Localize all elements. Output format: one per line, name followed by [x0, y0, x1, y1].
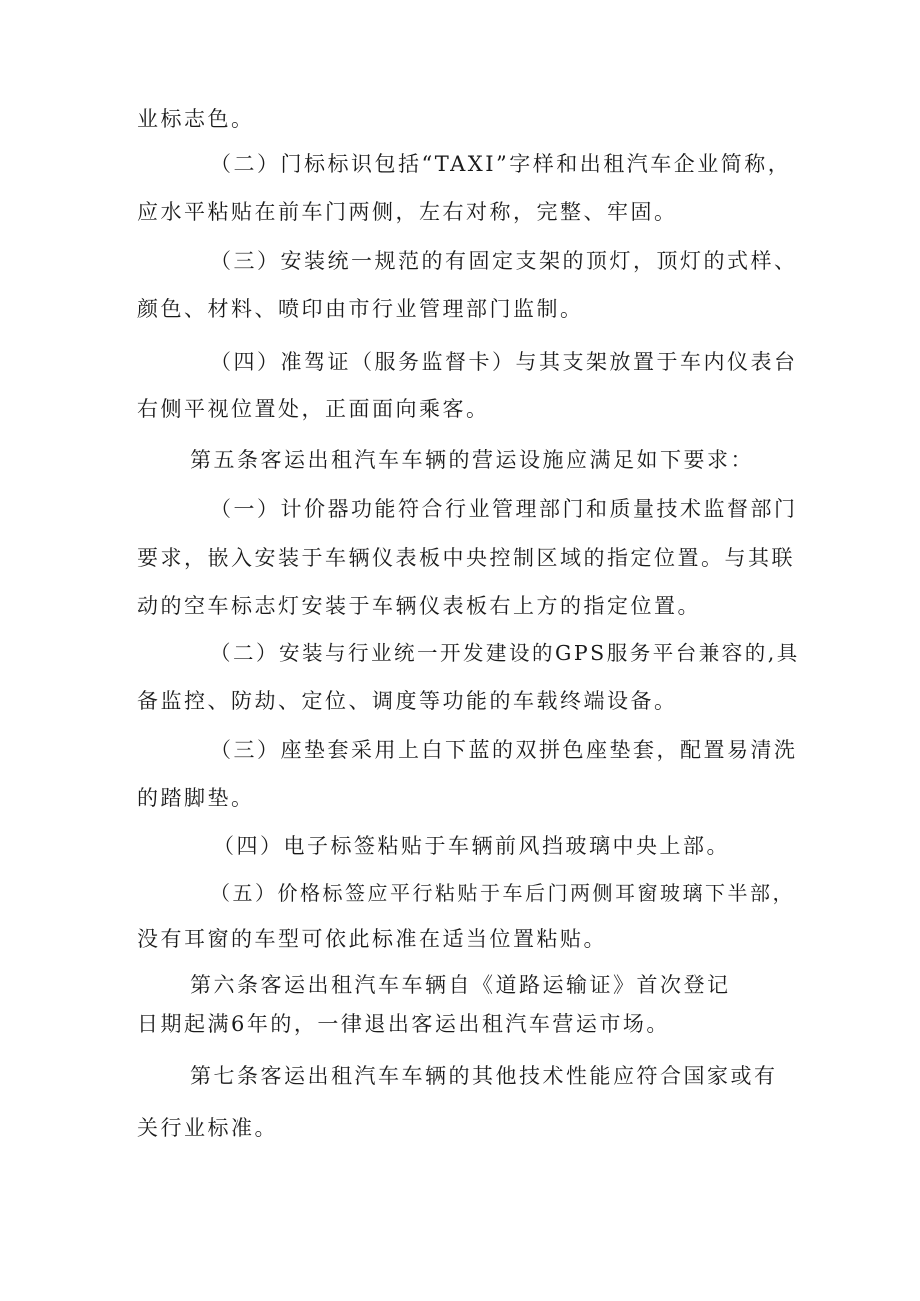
text-line: 关行业标准。	[137, 1116, 278, 1140]
text-line: 第七条客运出租汽车车辆的其他技术性能应符合国家或有	[190, 1064, 778, 1088]
text-line: （二）安装与行业统一开发建设的GPS服务平台兼容的,具	[210, 641, 800, 665]
text-line: （四）电子标签粘贴于车辆前风挡玻璃中央上部。	[213, 834, 730, 858]
text-line: （一）计价器功能符合行业管理部门和质量技术监督部门	[210, 497, 798, 521]
text-line: （四）准驾证（服务监督卡）与其支架放置于车内仪表台	[210, 350, 798, 374]
text-line: （三）安装统一规范的有固定支架的顶灯，顶灯的式样、	[210, 249, 798, 273]
text-line: 日期起满6年的，一律退出客运出租汽车营运市场。	[137, 1012, 670, 1036]
text-line: （五）价格标签应平行粘贴于车后门两侧耳窗玻璃下半部，	[210, 881, 795, 905]
text-line: （三）座垫套采用上白下蓝的双拼色座垫套，配置易清洗	[210, 738, 798, 762]
text-line: 颜色、材料、喷印由市行业管理部门监制。	[137, 297, 584, 321]
text-line: （二）门标标识包括“TAXI”字样和出租汽车企业简称，	[210, 152, 792, 176]
text-line: 第六条客运出租汽车车辆自《道路运输证》首次登记	[190, 973, 731, 997]
text-line: 要求，嵌入安装于车辆仪表板中央控制区域的指定位置。与其联	[137, 546, 795, 570]
text-line: 备监控、防劫、定位、调度等功能的车载终端设备。	[137, 689, 678, 713]
text-line: 第五条客运出租汽车车辆的营运设施应满足如下要求：	[190, 448, 754, 472]
text-line: 右侧平视位置处，正面面向乘客。	[137, 397, 490, 421]
text-line: 业标志色。	[137, 107, 255, 131]
text-line: 的踏脚垫。	[137, 786, 255, 810]
text-line: 应水平粘贴在前车门两侧，左右对称，完整、牢固。	[137, 200, 678, 224]
text-line: 没有耳窗的车型可依此标准在适当位置粘贴。	[137, 927, 607, 951]
text-line: 动的空车标志灯安装于车辆仪表板右上方的指定位置。	[137, 594, 701, 618]
